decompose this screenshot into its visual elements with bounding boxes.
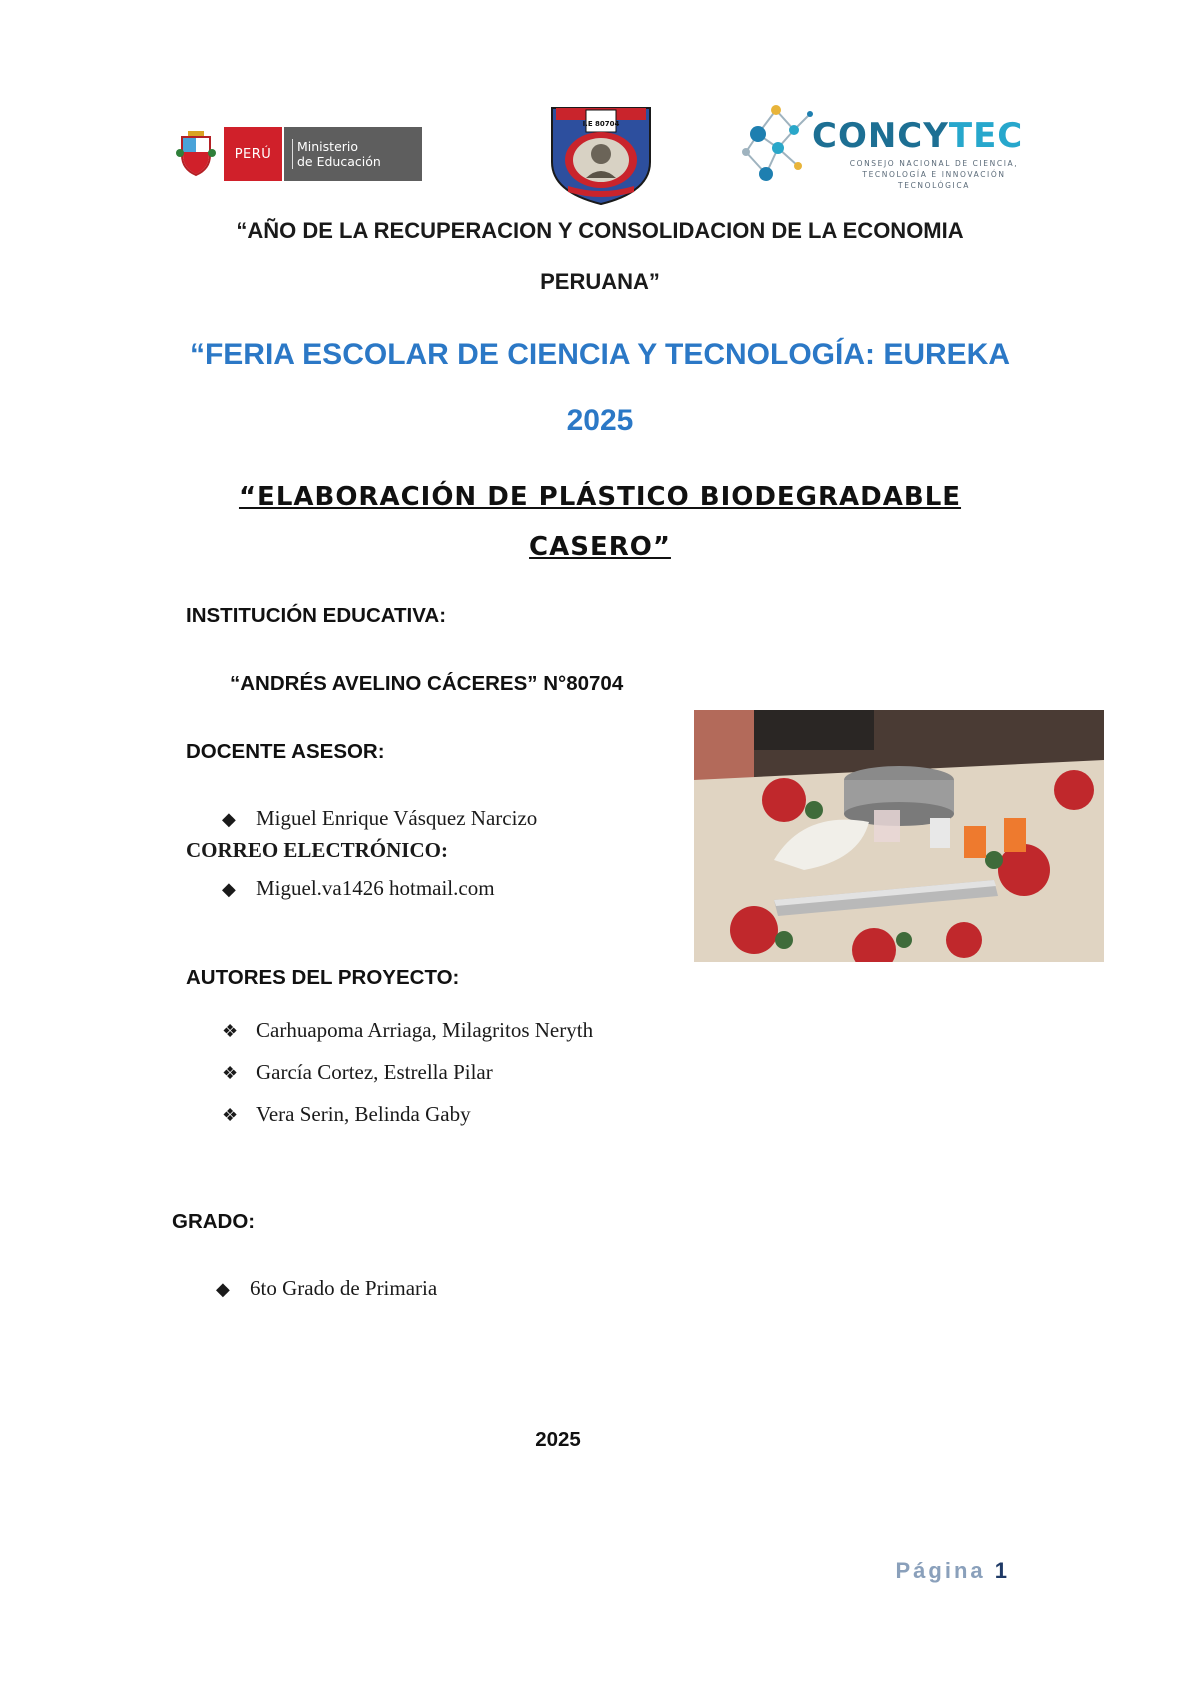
author-item xyxy=(222,1102,471,1127)
four-diamond-bullet-icon: ❖ xyxy=(222,1021,239,1041)
feria-title-line1: “FERIA ESCOLAR DE CIENCIA Y TECNOLOGÍA: EUREKA xyxy=(189,338,1011,371)
footer-year: 2025 xyxy=(535,1428,581,1451)
grade-value: 6to Grado de Primaria xyxy=(250,1276,438,1300)
diamond-bullet-icon: ◆ xyxy=(216,1279,230,1299)
project-title-line1: “ELABORACIÓN DE PLÁSTICO BIODEGRADABLE xyxy=(238,482,962,512)
author-name: Carhuapoma Arriaga, Milagritos Neryth xyxy=(256,1018,594,1042)
project-photo xyxy=(694,710,1104,962)
grade-label: GRADO: xyxy=(172,1210,256,1233)
concytec-name-b: TEC xyxy=(948,116,1024,156)
advisor-label: DOCENTE ASESOR: xyxy=(186,740,385,763)
author-name: Vera Serin, Belinda Gaby xyxy=(256,1102,471,1126)
authors-label: AUTORES DEL PROYECTO: xyxy=(186,966,460,989)
feria-title-line2: 2025 xyxy=(566,404,634,437)
institution-label: INSTITUCIÓN EDUCATIVA: xyxy=(186,604,447,627)
four-diamond-bullet-icon: ❖ xyxy=(222,1063,239,1083)
author-item xyxy=(222,1018,593,1043)
email-value: Miguel.va1426 hotmail.com xyxy=(256,876,495,900)
concytec-sub2: TECNOLOGÍA E INNOVACIÓN TECNOLÓGICA xyxy=(862,170,1006,190)
advisor-name: Miguel Enrique Vásquez Narcizo xyxy=(256,806,538,830)
ministry-label xyxy=(282,127,422,181)
concytec-logo xyxy=(736,100,1036,192)
author-name: García Cortez, Estrella Pilar xyxy=(256,1060,493,1084)
concytec-sub1: CONSEJO NACIONAL DE CIENCIA, xyxy=(849,159,1019,168)
author-item xyxy=(222,1060,493,1085)
concytec-name xyxy=(812,116,1023,156)
peru-coat-of-arms-icon xyxy=(176,131,216,177)
email-label: CORREO ELECTRÓNICO: xyxy=(186,838,448,862)
institution-name: “ANDRÉS AVELINO CÁCERES” N°80704 xyxy=(230,672,624,695)
year-motto-line2: PERUANA” xyxy=(540,269,660,294)
concytec-network-icon xyxy=(736,100,816,192)
four-diamond-bullet-icon: ❖ xyxy=(222,1105,239,1125)
peru-label: PERÚ xyxy=(224,127,282,181)
school-badge-text: I.E 80704 xyxy=(582,120,620,128)
diamond-bullet-icon: ◆ xyxy=(222,809,236,829)
ministry-line1: Ministerio xyxy=(292,139,422,154)
page-num: 1 xyxy=(994,1558,1010,1583)
concytec-name-a: CONCY xyxy=(812,116,949,156)
diamond-bullet-icon: ◆ xyxy=(222,879,236,899)
concytec-subtitle xyxy=(832,158,1036,191)
email-item xyxy=(222,876,495,901)
page-word: Página xyxy=(895,1558,986,1583)
ministry-line2: de Educación xyxy=(292,154,422,169)
year-motto-line1: “AÑO DE LA RECUPERACION Y CONSOLIDACION DE LA ECONOMIA xyxy=(236,218,964,243)
grade-item xyxy=(216,1276,437,1301)
minedu-logo xyxy=(176,126,422,182)
school-logo xyxy=(548,104,654,206)
page-number xyxy=(895,1558,1010,1584)
advisor-item xyxy=(222,806,537,831)
project-title-line2: CASERO” xyxy=(529,532,671,562)
